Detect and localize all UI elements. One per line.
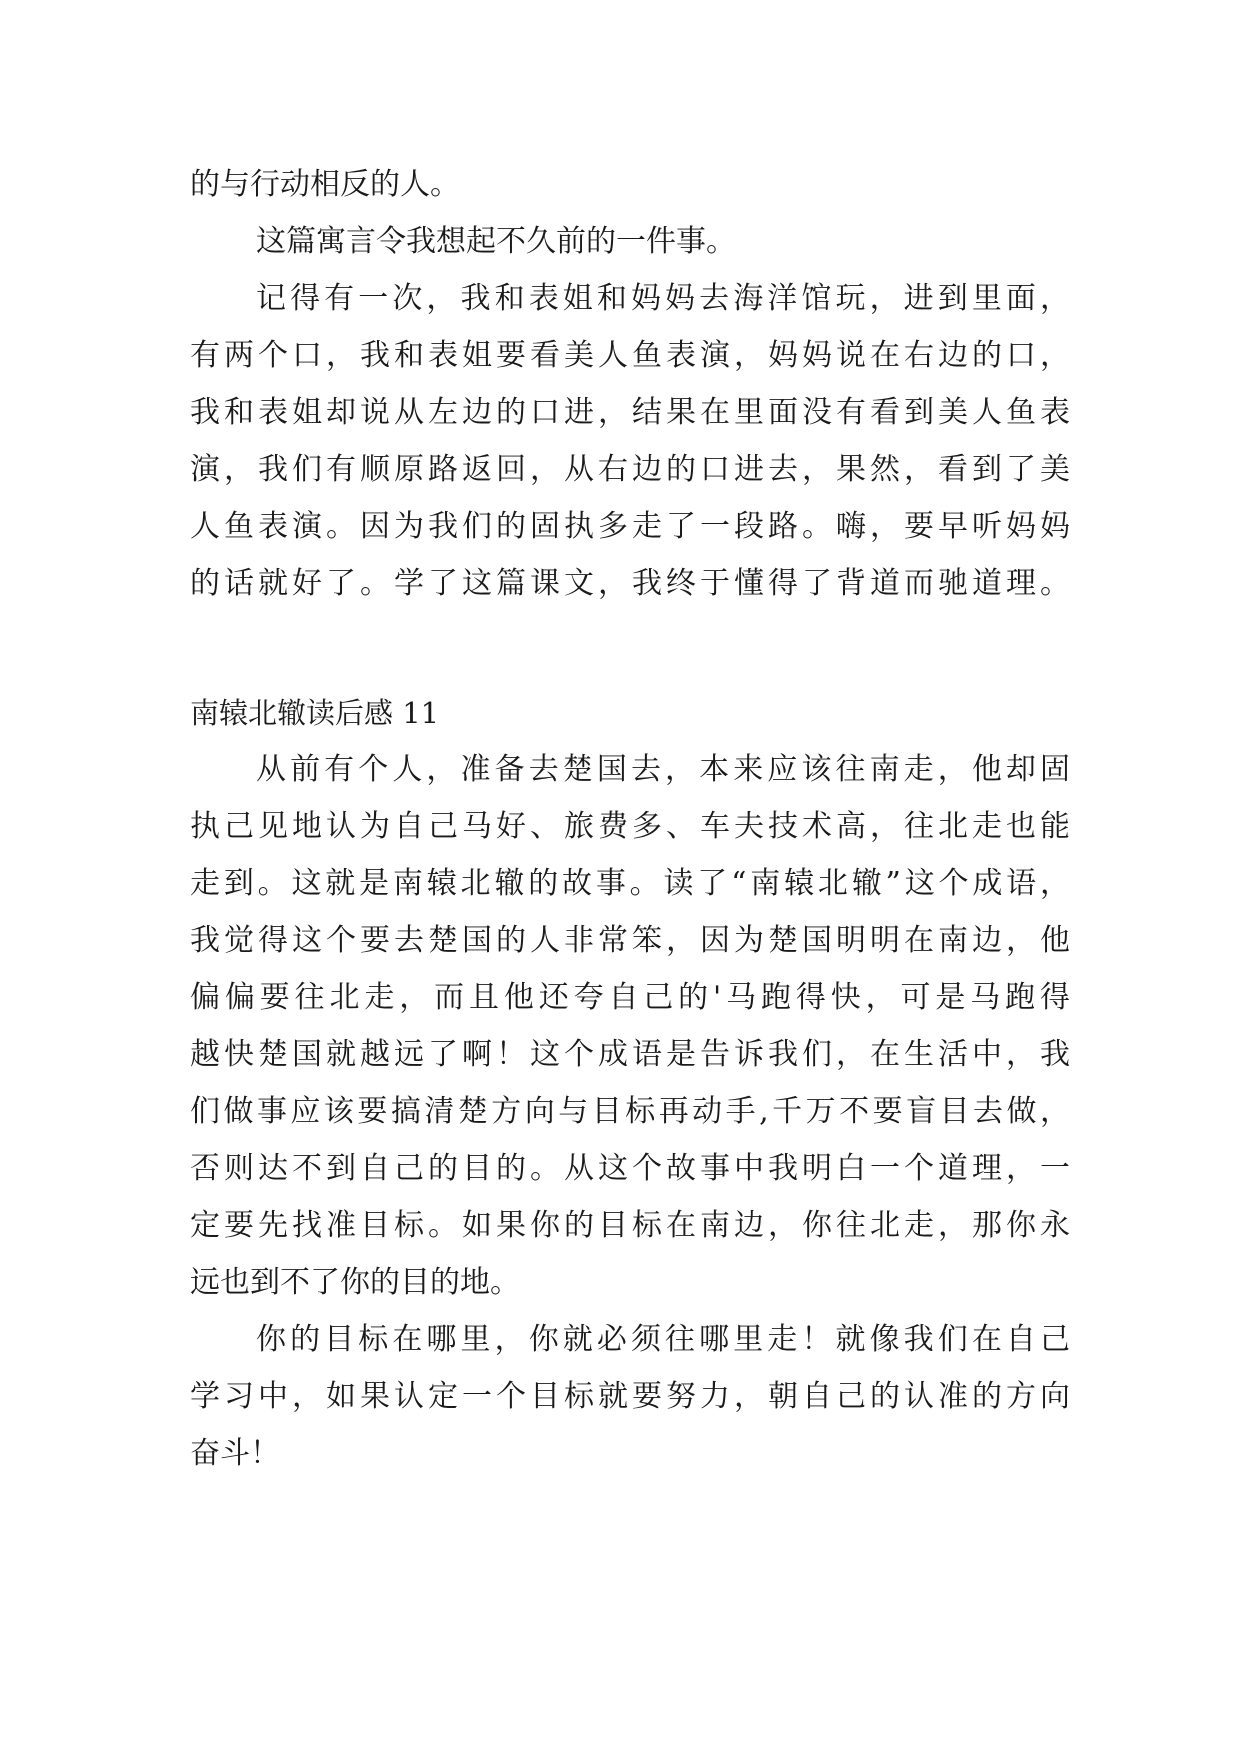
text-line: 我觉得这个要去楚国的人非常笨，因为楚国明明在南边，他 — [190, 923, 1070, 958]
text-line: 执己见地认为自己马好、旅费多、车夫技术高，往北走也能 — [190, 809, 1070, 844]
text-line: 远也到不了你的目的地。 — [190, 1265, 520, 1300]
text-line: 这篇寓言令我想起不久前的一件事。 — [256, 224, 736, 259]
text-line: 有两个口，我和表姐要看美人鱼表演，妈妈说在右边的口， — [190, 338, 1070, 373]
text-line: 奋斗！ — [190, 1436, 280, 1471]
text-line: 偏偏要往北走，而且他还夸自己的'马跑得快，可是马跑得 — [190, 980, 1070, 1015]
text-line: 的与行动相反的人。 — [190, 167, 460, 202]
text-line: 定要先找准目标。如果你的目标在南边，你往北走，那你永 — [190, 1208, 1070, 1243]
text-line: 学习中，如果认定一个目标就要努力，朝自己的认准的方向 — [190, 1379, 1070, 1414]
text-line: 从前有个人，准备去楚国去，本来应该往南走，他却固 — [256, 752, 1070, 787]
text-line: 我和表姐却说从左边的口进，结果在里面没有看到美人鱼表 — [190, 395, 1070, 430]
text-line: 记得有一次，我和表姐和妈妈去海洋馆玩，进到里面， — [256, 281, 1070, 316]
text-line: 的话就好了。学了这篇课文，我终于懂得了背道而驰道理。 — [190, 566, 1070, 601]
text-line: 演，我们有顺原路返回，从右边的口进去，果然，看到了美 — [190, 452, 1070, 487]
text-line: 人鱼表演。因为我们的固执多走了一段路。嗨，要早听妈妈 — [190, 509, 1070, 544]
text-line: 们做事应该要搞清楚方向与目标再动手,千万不要盲目去做， — [190, 1094, 1070, 1129]
section-title: 南辕北辙读后感 11 — [190, 696, 440, 730]
text-line: 否则达不到自己的目的。从这个故事中我明白一个道理，一 — [190, 1151, 1070, 1186]
text-line: 你的目标在哪里，你就必须往哪里走！就像我们在自己 — [256, 1322, 1070, 1357]
text-line: 走到。这就是南辕北辙的故事。读了“南辕北辙”这个成语， — [190, 866, 1070, 901]
text-line: 越快楚国就越远了啊！这个成语是告诉我们，在生活中，我 — [190, 1037, 1070, 1072]
